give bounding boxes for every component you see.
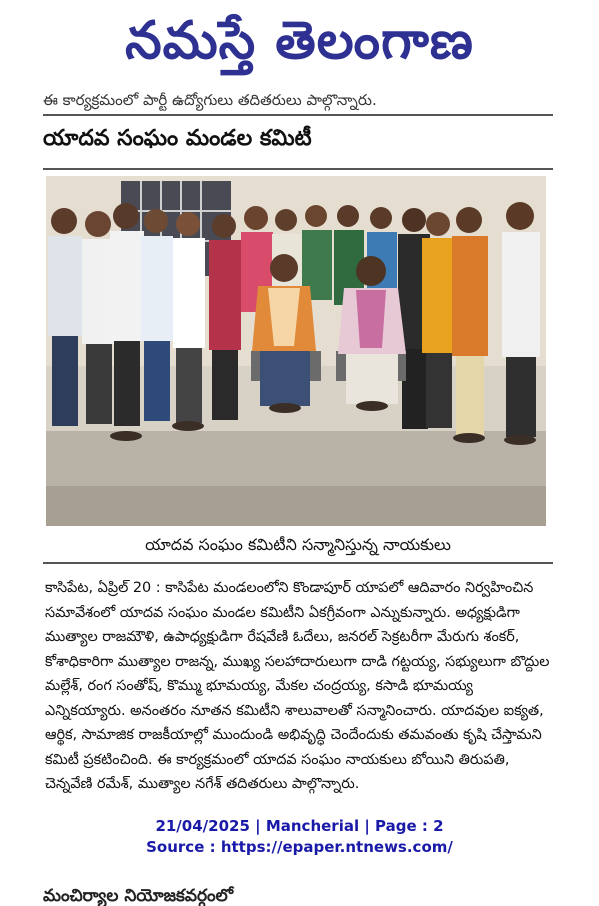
footer-source-line: [0, 838, 599, 856]
article-headline: యాదవ సంఘం మండల కమిటీ: [43, 126, 312, 151]
next-article-cut-line: మంచిర్యాల నియోజకవర్గంలో: [43, 886, 234, 906]
headline-divider: [43, 168, 553, 170]
group-photo: [46, 176, 546, 526]
footer-source-link[interactable]: https://epaper.ntnews.com/: [220, 838, 453, 856]
footer-separator: |: [359, 817, 376, 835]
footer-page: Page : 2: [375, 817, 444, 835]
footer-separator: |: [249, 817, 266, 835]
footer-edition: Mancherial: [265, 817, 360, 835]
footer-date-line: [0, 817, 599, 835]
caption-divider: [43, 562, 553, 564]
masthead-title: నమస్తే తెలంగాణ: [125, 11, 474, 71]
article-body-paragraph: కాసిపేట, ఏప్రిల్ 20 : కాసిపేట మండలంలోని కొండాపూర్ యాపలో ఆదివారం నిర్వహించిన సమావేశంలో యాదవ సంఘం మండల కమిటీని ఏకగ్రీవంగా ఎన్నుకున్నారు. అధ్యక్షుడిగా ముత్యాల రాజమౌళి, ఉపాధ్యక్షుడిగా రేషవేణి ఓదేలు, జనరల్ సెక్రటరీగా మేరుగు శంకర్, కోశాధికారిగా ముత్యాల రాజన్న, ముఖ్య సలహాదారులుగా దాడి గట్టయ్య, సభ్యులుగా బొద్దుల మల్లేశ్, రంగ సంతోష్, కొమ్ము భూమయ్య, మేకల చంద్రయ్య, కసాడి భూమయ్య ఎన్నికయ్యారు. అనంతరం నూతన కమిటీని శాలువాలతో సన్మానించారు. యాదవుల ఐక్యత, ఆర్థిక, సామాజిక రాజకీయాల్లో ముందుండి అభివృద్ధి చెందేందుకు తమవంతు కృషి చేస్తామని కమిటీ ప్రకటించింది. ఈ కార్యక్రమంలో యాదవ సంఘం నాయకులు బోయిని తిరుపతి, చెన్నవేణి రమేశ్, ముత్యాల నగేశ్ తదితరులు పాల్గొన్నారు.: [45, 580, 550, 792]
footer-source-label: Source :: [146, 838, 221, 856]
photo-caption: యాదవ సంఘం కమిటీని సన్మానిస్తున్న నాయకులు: [145, 535, 451, 554]
group-photo-illustration: [46, 176, 546, 526]
article-body: [45, 576, 551, 797]
newspaper-masthead: [0, 0, 599, 90]
footer-date: 21/04/2025: [155, 817, 250, 835]
previous-article-cut-line: ఈ కార్యక్రమంలో పార్టీ ఉద్యోగులు తదితరులు పాల్గొన్నారు.: [43, 91, 377, 109]
top-divider: [43, 114, 553, 116]
